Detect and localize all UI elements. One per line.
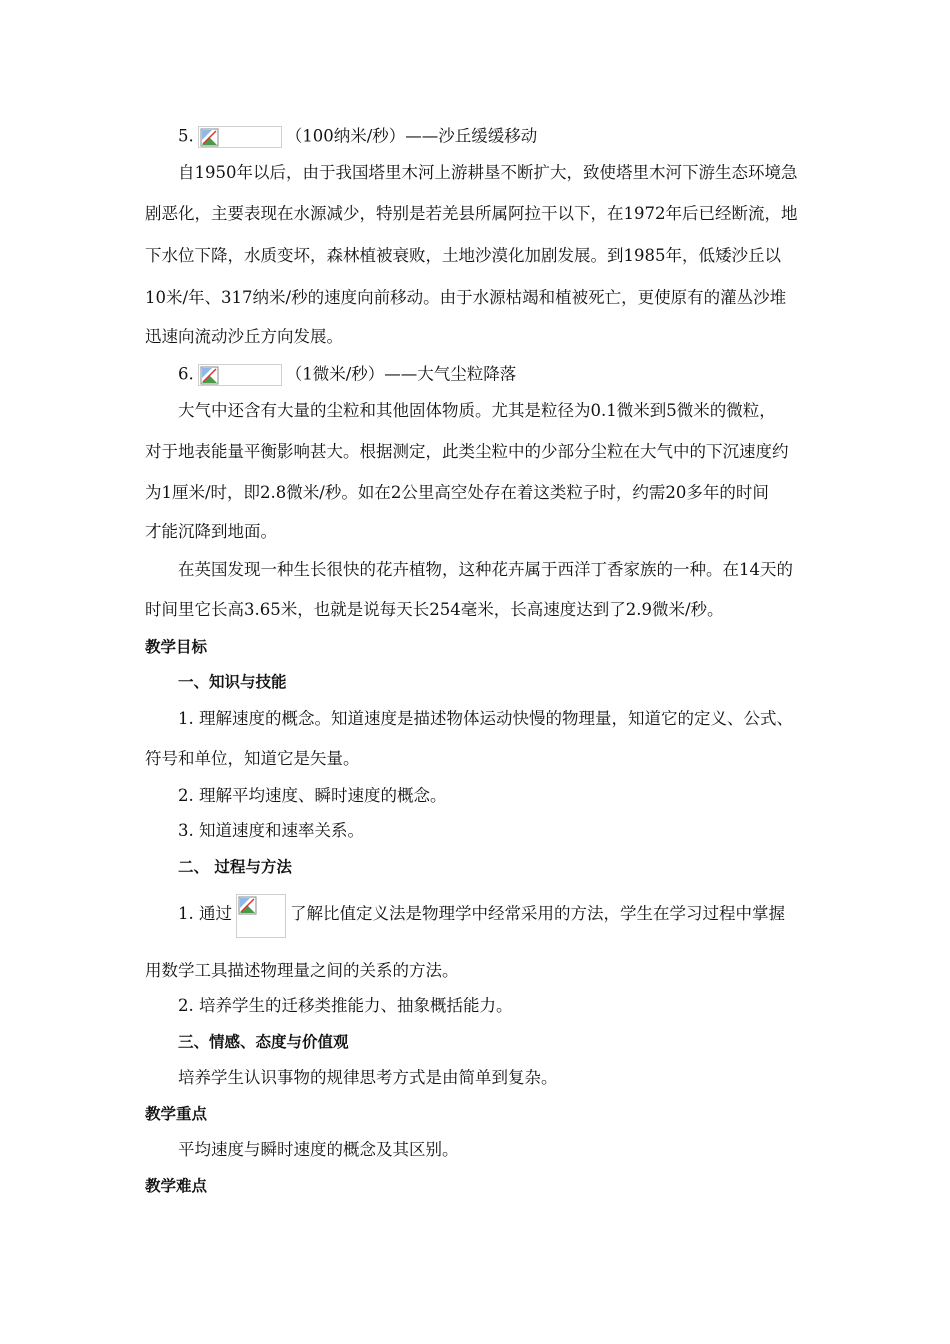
item6-para-line: 大气中还含有大量的尘粒和其他固体物质。尤其是粒径为0.1微米到5微米的微粒， <box>178 401 776 420</box>
item5-para-line: 下水位下降，水质变坏，森林植被衰败，土地沙漠化加剧发展。到1985年，低矮沙丘以 <box>145 246 781 265</box>
item6-number: 6. <box>178 364 194 384</box>
item6-para-line: 为1厘米/时，即2.8微米/秒。如在2公里高空处存在着这类粒子时，约需20多年的时间 <box>145 483 769 502</box>
broken-image-icon <box>198 126 282 148</box>
key-points-heading: 教学重点 <box>145 1105 208 1123</box>
item5-para-line: 迅速向流动沙丘方向发展。 <box>145 327 343 346</box>
broken-image-icon <box>198 364 282 386</box>
process-heading: 二、 过程与方法 <box>178 858 292 876</box>
knowledge-item3: 3. 知道速度和速率关系。 <box>178 821 364 840</box>
item5-heading <box>178 126 537 148</box>
knowledge-item1: 1. 理解速度的概念。知道速度是描述物体运动快慢的物理量，知道它的定义、公式、 <box>178 709 793 728</box>
item5-number: 5. <box>178 126 194 146</box>
knowledge-item2: 2. 理解平均速度、瞬时速度的概念。 <box>178 786 447 805</box>
values-heading: 三、情感、态度与价值观 <box>178 1033 349 1051</box>
broken-image-icon <box>236 894 286 938</box>
values-text: 培养学生认识事物的规律思考方式是由简单到复杂。 <box>178 1068 558 1087</box>
process-item1-suffix: 了解比值定义法是物理学中经常采用的方法，学生在学习过程中掌握 <box>290 904 785 923</box>
item6-heading <box>178 364 516 386</box>
item6-para-line: 才能沉降到地面。 <box>145 522 277 541</box>
item6-para-line: 对于地表能量平衡影响甚大。根据测定，此类尘粒中的少部分尘粒在大气中的下沉速度约 <box>145 442 789 461</box>
item6-para2-line: 在英国发现一种生长很快的花卉植物，这种花卉属于西洋丁香家族的一种。在14天的 <box>178 560 793 579</box>
process-item1 <box>178 904 785 938</box>
difficulties-heading: 教学难点 <box>145 1177 208 1195</box>
item6-para2-line: 时间里它长高3.65米，也就是说每天长254毫米，长高速度达到了2.9微米/秒。 <box>145 600 724 619</box>
item5-para-line: 自1950年以后，由于我国塔里木河上游耕垦不断扩大，致使塔里木河下游生态环境急 <box>178 163 798 182</box>
item5-para-line: 10米/年、317纳米/秒的速度向前移动。由于水源枯竭和植被死亡，更使原有的灌丛沙堆 <box>145 288 787 307</box>
process-item1-cont: 用数学工具描述物理量之间的关系的方法。 <box>145 961 459 980</box>
item5-title: （100纳米/秒）——沙丘缓缓移动 <box>285 126 538 146</box>
process-item1-prefix: 1. 通过 <box>178 904 232 923</box>
key-points-text: 平均速度与瞬时速度的概念及其区别。 <box>178 1140 459 1159</box>
goals-heading: 教学目标 <box>145 638 208 656</box>
knowledge-item1-cont: 符号和单位，知道它是矢量。 <box>145 749 360 768</box>
knowledge-heading: 一、知识与技能 <box>178 673 287 691</box>
item5-para-line: 剧恶化，主要表现在水源减少，特别是若羌县所属阿拉干以下，在1972年后已经断流，地 <box>145 204 798 223</box>
item6-title: （1微米/秒）——大气尘粒降落 <box>285 364 517 384</box>
process-item2: 2. 培养学生的迁移类推能力、抽象概括能力。 <box>178 996 513 1015</box>
